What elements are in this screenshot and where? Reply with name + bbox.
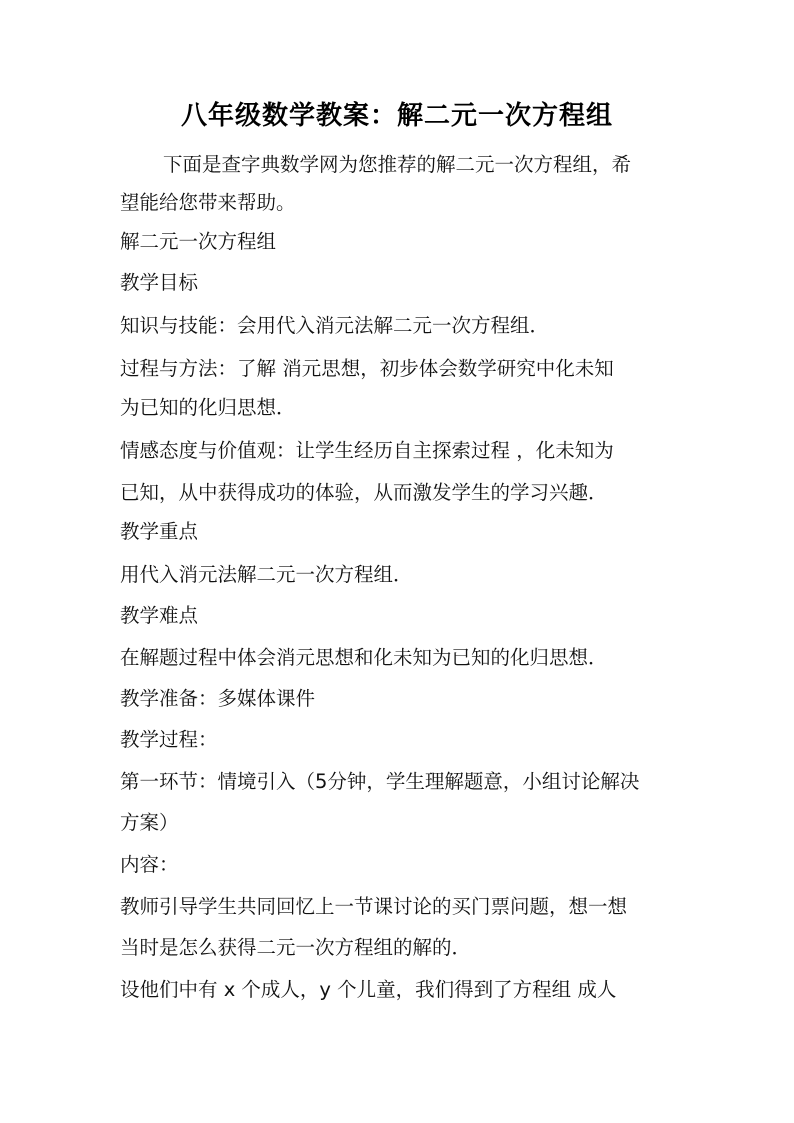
paragraph-line: 下面是查字典数学网为您推荐的解二元一次方程组，希	[163, 153, 632, 176]
paragraph-line: 教学准备：多媒体课件	[120, 687, 316, 710]
paragraph-line: 方案）	[120, 811, 179, 834]
paragraph-line: 解二元一次方程组	[120, 230, 277, 253]
paragraph-line: 当时是怎么获得二元一次方程组的解的．	[120, 936, 472, 959]
paragraph-line: 望能给您带来帮助。	[120, 191, 296, 214]
paragraph-line: 教学难点	[120, 604, 199, 627]
paragraph-line: 教学目标	[120, 271, 199, 294]
paragraph-line: 情感态度与价值观：让学生经历自主探索过程 ，化未知为	[120, 439, 614, 462]
paragraph-line: 第一环节：情境引入（5分钟，学生理解题意，小组讨论解决	[120, 770, 640, 793]
paragraph-line: 用代入消元法解二元一次方程组．	[120, 563, 413, 586]
paragraph-line: 为已知的化归思想．	[120, 396, 296, 419]
paragraph-line: 已知，从中获得成功的体验，从而激发学生的学习兴趣．	[120, 481, 608, 504]
paragraph-line: 过程与方法：了解 消元思想，初步体会数学研究中化未知	[120, 357, 614, 380]
paragraph-line: 教学过程：	[120, 728, 218, 751]
document-title: 八年级数学教案：解二元一次方程组	[180, 101, 613, 131]
paragraph-line: 教学重点	[120, 520, 199, 543]
paragraph-line: 教师引导学生共同回忆上一节课讨论的买门票问题，想一想	[120, 895, 628, 918]
paragraph-line: 知识与技能：会用代入消元法解二元一次方程组．	[120, 314, 550, 337]
paragraph-line: 在解题过程中体会消元思想和化未知为已知的化归思想．	[120, 646, 608, 669]
paragraph-line: 设他们中有 x 个成人，y 个儿童，我们得到了方程组 成人	[120, 978, 617, 1001]
paragraph-line: 内容：	[120, 853, 179, 876]
